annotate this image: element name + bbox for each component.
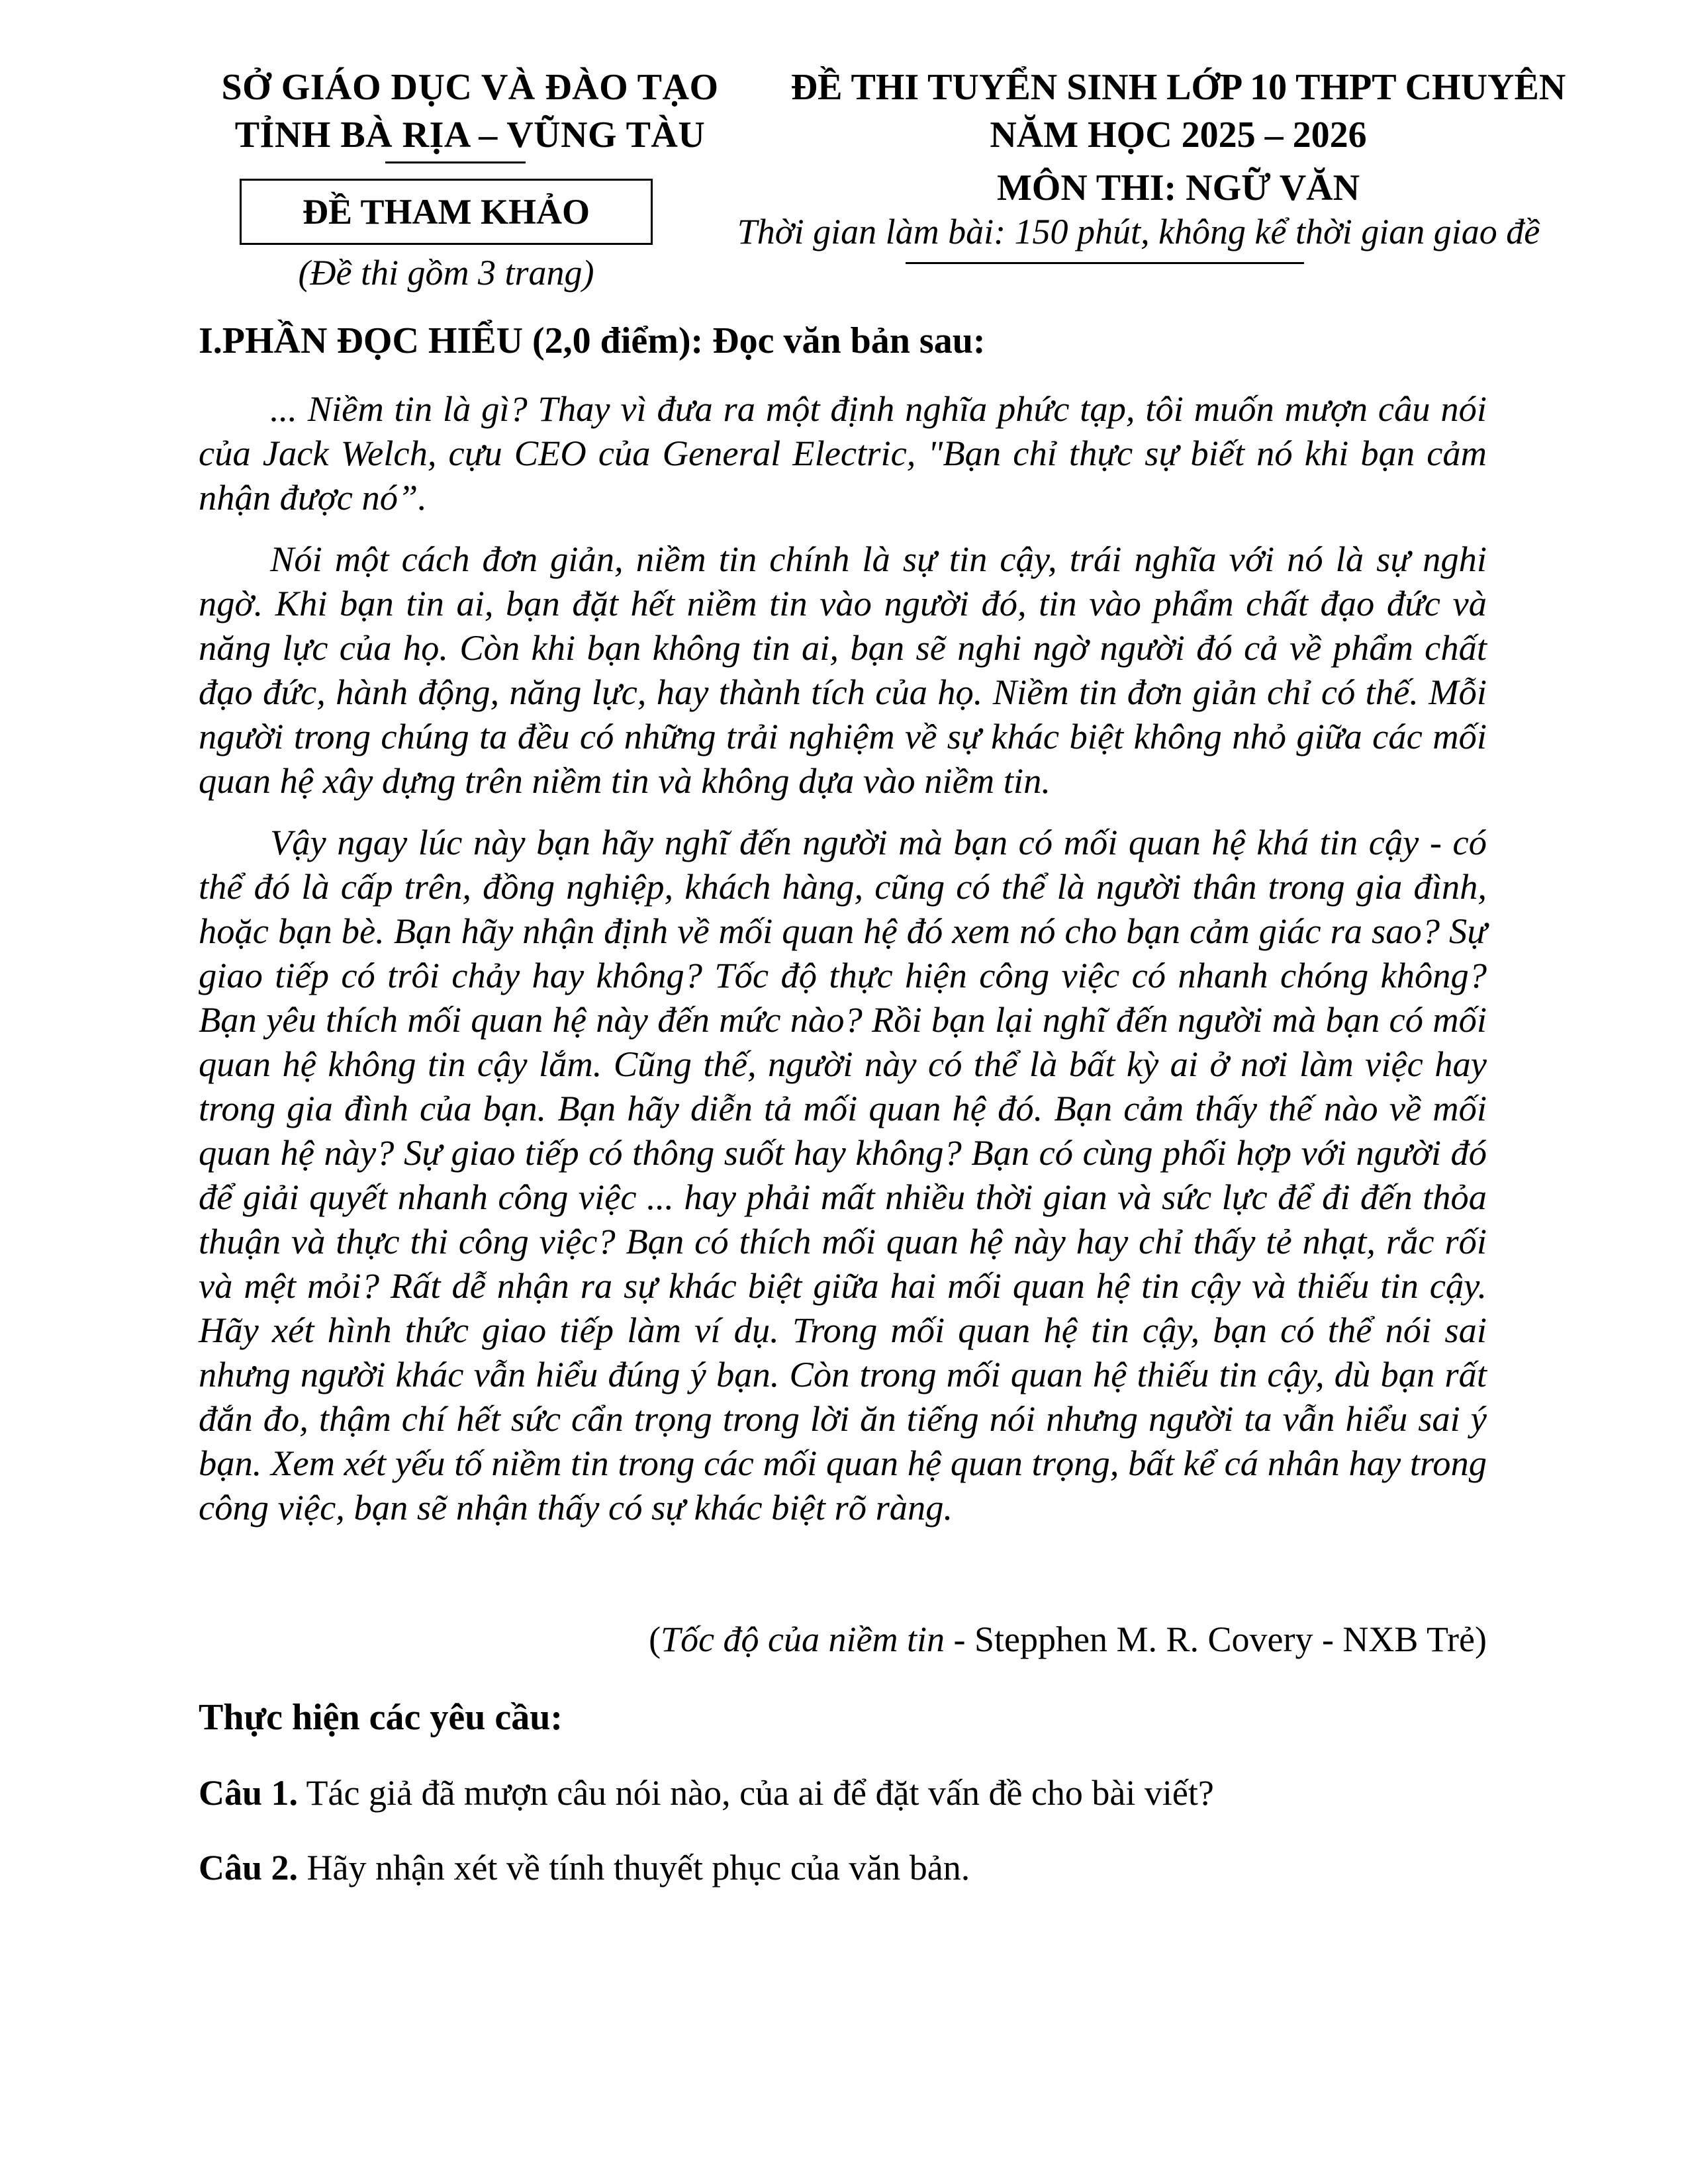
duration-underline bbox=[906, 262, 1304, 264]
department-underline bbox=[385, 161, 526, 163]
department-header bbox=[199, 64, 741, 159]
question-label: Câu 2. bbox=[199, 1848, 299, 1888]
school-year: NĂM HỌC 2025 – 2026 bbox=[990, 114, 1367, 156]
source-open-paren: ( bbox=[649, 1619, 661, 1659]
question-1 bbox=[199, 1770, 1487, 1815]
question-text: Hãy nhận xét về tính thuyết phục của văn bản. bbox=[298, 1848, 970, 1888]
section-title: I.PHẦN ĐỌC HIỂU (2,0 điểm): Đọc văn bản sau: bbox=[199, 320, 986, 361]
province-name: TỈNH BÀ RỊA – VŨNG TÀU bbox=[234, 114, 706, 156]
question-2 bbox=[199, 1845, 1487, 1890]
exam-title: ĐỀ THI TUYỂN SINH LỚP 10 THPT CHUYÊN bbox=[790, 67, 1566, 108]
passage-source bbox=[649, 1617, 1487, 1661]
reference-exam-box: ĐỀ THAM KHẢO bbox=[240, 179, 653, 245]
passage-paragraph: ... Niềm tin là gì? Thay vì đưa ra một định nghĩa phức tạp, tôi muốn mượn câu nói của Jack Welch, cựu CEO của General Electric, "Bạn chỉ thực sự biết nó khi bạn cảm nhận được nó”. bbox=[199, 388, 1487, 518]
source-book-title: Tốc độ của niềm tin bbox=[661, 1619, 945, 1659]
source-author-publisher: - Stepphen M. R. Covery - NXB Trẻ) bbox=[945, 1619, 1487, 1659]
page-count-note: (Đề thi gồm 3 trang) bbox=[298, 253, 594, 293]
tasks-title: Thực hiện các yêu cầu: bbox=[199, 1697, 563, 1738]
exam-duration: Thời gian làm bài: 150 phút, không kể thời gian giao đề bbox=[737, 212, 1540, 251]
passage-paragraph: Nói một cách đơn giản, niềm tin chính là sự tin cậy, trái nghĩa với nó là sự nghi ngờ. Khi bạn tin ai, bạn đặt hết niềm tin vào người đó, tin vào phẩm chất đạo đức và năng lực của họ. Còn khi bạn không tin ai, bạn sẽ nghi ngờ người đó cả về phẩm chất đạo đức, hành động, năng lực, hay thành tích của họ. Niềm tin đơn giản chỉ có thế. Mỗi người trong chúng ta đều có những trải nghiệm về sự khác biệt không nhỏ giữa các mối quan hệ xây dựng trên niềm tin và không dựa vào niềm tin. bbox=[199, 539, 1487, 801]
question-text: Tác giả đã mượn câu nói nào, của ai để đặt vấn đề cho bài viết? bbox=[298, 1773, 1214, 1813]
department-name: SỞ GIÁO DỤC VÀ ĐÀO TẠO bbox=[221, 67, 719, 108]
reading-passage bbox=[199, 387, 1487, 1547]
exam-subject: MÔN THI: NGỮ VĂN bbox=[996, 167, 1360, 208]
passage-paragraph: Vậy ngay lúc này bạn hãy nghĩ đến người mà bạn có mối quan hệ khá tin cậy - có thể đó là cấp trên, đồng nghiệp, khách hàng, cũng có thể là người thân trong gia đình, hoặc bạn bè. Bạn hãy nhận định về mối quan hệ đó xem nó cho bạn cảm giác ra sao? Sự giao tiếp có trôi chảy hay không? Tốc độ thực hiện công việc có nhanh chóng không? Bạn yêu thích mối quan hệ này đến mức nào? Rồi bạn lại nghĩ đến người mà bạn có mối quan hệ không tin cậy lắm. Cũng thế, người này có thể là bất kỳ ai ở nơi làm việc hay trong gia đình của bạn. Bạn hãy diễn tả mối quan hệ đó. Bạn cảm thấy thế nào về mối quan hệ này? Sự giao tiếp có thông suốt hay không? Bạn có cùng phối hợp với người đó để giải quyết nhanh công việc ... hay phải mất nhiều thời gian và sức lực để đi đến thỏa thuận và thực thi công việc? Bạn có thích mối quan hệ này hay chỉ thấy tẻ nhạt, rắc rối và mệt mỏi? Rất dễ nhận ra sự khác biệt giữa hai mối quan hệ tin cậy và thiếu tin cậy. Hãy xét hình thức giao tiếp làm ví dụ. Trong mối quan hệ tin cậy, bạn có thể nói sai nhưng người khác vẫn hiểu đúng ý bạn. Còn trong mối quan hệ thiếu tin cậy, dù bạn rất đắn đo, thậm chí hết sức cẩn trọng trong lời ăn tiếng nói nhưng người ta vẫn hiểu sai ý bạn. Xem xét yếu tố niềm tin trong các mối quan hệ quan trọng, bất kể cá nhân hay trong công việc, bạn sẽ nhận thấy có sự khác biệt rõ ràng. bbox=[199, 822, 1487, 1527]
exam-header bbox=[755, 64, 1602, 159]
question-label: Câu 1. bbox=[199, 1773, 299, 1813]
